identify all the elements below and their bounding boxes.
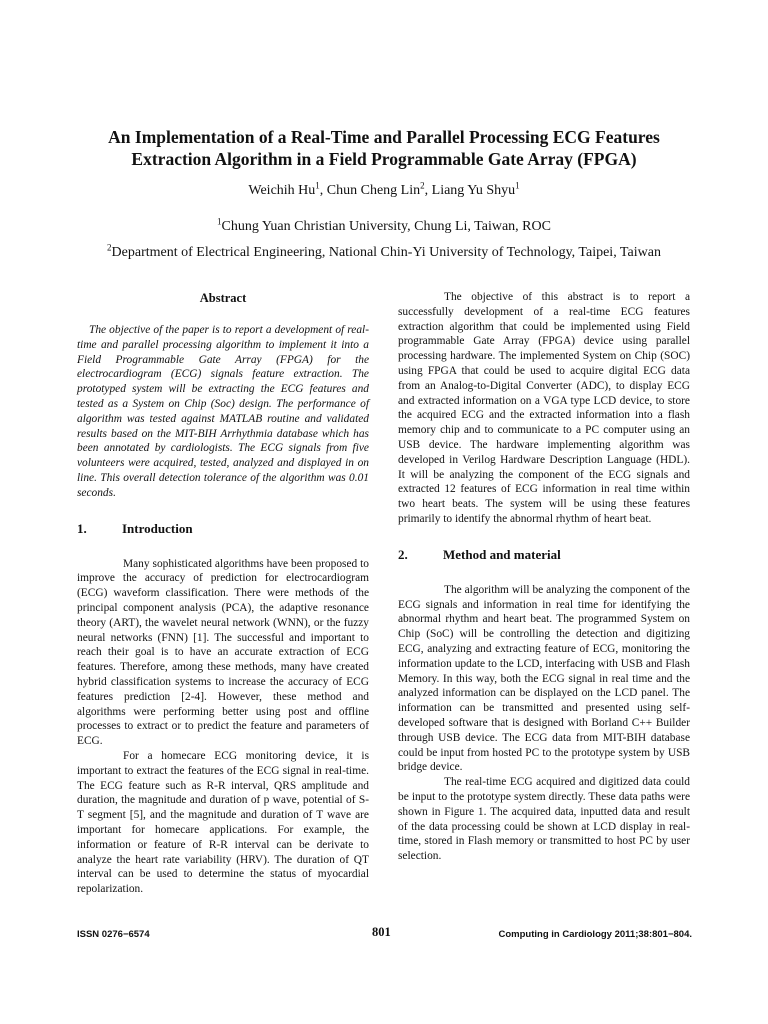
section-title: Introduction	[122, 520, 193, 536]
section-title: Method and material	[443, 546, 561, 562]
body-paragraph: The algorithm will be analyzing the component of the ECG signals and information in real time for identifying the abnormal rhythm and heart beat. The programmed System on Chip (SoC) will be controlling the detection and digitizing ECG, analyzing and extracting feature of ECG, monitoring the information update to the LCD, interfacing with USB and Flash Memory. In this way, both the ECG signal in real time and the analyzed information can be displayed on the LCD panel. The information can be transmitted and presented using self-developed software that is designed with Borland C++ Builder through USB device. The ECG data from MIT-BIH database could be input from hosted PC to the prototype system by USB bridge device.	[398, 583, 690, 774]
page-number: 801	[372, 925, 391, 939]
footer-issn: ISSN 0276−6574	[77, 929, 150, 940]
author-name: Liang Yu Shyu	[431, 183, 516, 198]
author-list: Weichih Hu$^1$, Chun Cheng Lin$^2$, Liang Yu Shyu$^1$	[248, 180, 520, 198]
section-number: 1.	[77, 520, 87, 536]
paper-title-line-1: An Implementation of a Real-Time and Parallel Processing ECG Features	[108, 127, 660, 147]
affiliation-1	[40, 218, 728, 236]
author-affiliation-mark: 1	[515, 180, 520, 191]
affiliation-mark: 1	[217, 216, 222, 227]
section-heading-introduction	[77, 521, 369, 537]
affiliation-text: Chung Yuan Christian University, Chung Li, Taiwan, ROC	[221, 219, 551, 234]
body-paragraph: For a homecare ECG monitoring device, it is important to extract the features of the ECG signal in real-time. The ECG feature such as R-R interval, QRS amplitude and duration, the magnitude and duration of p wave, potential of S-T segment [5], and the magnitude and duration of T wave are important for homecare applications. For example, the information or feature of R-R interval can be derivate to analyze the heart rate variability (HRV). The duration of QT interval can be used to determine the status of myocardial repolarization.	[77, 749, 369, 896]
paper-title	[40, 126, 728, 170]
body-paragraph: The objective of this abstract is to report a successfully development of a real-time ECG features extraction algorithm that could be implemented using Field programmable Gate Array (FPGA) device using parallel processing hardware. The implemented System on Chip (SOC) using FPGA that could be used to acquire digital ECG data from an Analog-to-Digital Converter (ADC), to display ECG and extracted information on a VGA type LCD device, to store the acquired ECG and the extracted information into a flash memory chip and to communicate to a PC computer using an USB device. The hardware implementing algorithm was developed in Verilog Hardware Description Language (HDL). It will be analyzing the component of the ECG signals and extracted 12 features of ECG information in real time within two heart beats. The system will be using these features primarily to identify the abnormal rhythm of heart beat.	[398, 291, 690, 525]
body-paragraph: Many sophisticated algorithms have been proposed to improve the accuracy of prediction for electrocardiogram (ECG) waveform classification. There were methods of the principal component analysis (PCA), the adaptive resonance theory (ART), the wavelet neural network (WNN), or the fuzzy neural networks (FNN) [1]. The successful and important to reach their goal is to have an accurate extraction of ECG features. Therefore, among these methods, many have created hybrid classification systems to increase the accuracy of ECG features prediction [2-4]. However, these method and algorithms were performing better using post and offline processes to extract or to predict the feature and parameters of ECG.	[77, 557, 369, 748]
affiliation-mark: 2	[107, 242, 112, 253]
author-name: Chun Cheng Lin	[326, 183, 421, 198]
author-name: Weichih Hu	[248, 183, 316, 198]
affiliation-2	[40, 244, 728, 262]
body-paragraph: The real-time ECG acquired and digitized data could be input to the prototype system directly. These data paths were shown in Figure 1. The acquired data, inputted data and result of the data processing could be shown at LCD display in real-time, stored in Flash memory or transmitted to host PC by user selection.	[398, 776, 690, 863]
left-column	[77, 290, 369, 897]
abstract-heading: Abstract	[199, 291, 247, 305]
paper-title-line-2: Extraction Algorithm in a Field Programmable Gate Array (FPGA)	[131, 149, 637, 169]
section-number: 2.	[398, 546, 408, 562]
abstract-body: The objective of the paper is to report a development of real-time and parallel processing algorithm to implement it into a Field Programmable Gate Array (FPGA) for the electrocardiogram (ECG) signals feature extraction. The prototyped system will be extracting the ECG features and tested as a System on Chip (Soc) design. The performance of algorithm was tested against MATLAB routine and validated results based on the MIT-BIH Arrhythmia database which has been annotated by cardiologists. The ECG signals from five volunteers were acquired, tested, analyzed and displayed in on line. This overall detection tolerance of the algorithm was 0.01 seconds.	[77, 324, 369, 499]
section-heading-method	[398, 547, 690, 563]
author-affiliation-mark: 2	[420, 180, 425, 191]
footer-citation: Computing in Cardiology 2011;38:801−804.	[498, 929, 692, 940]
right-column	[398, 290, 690, 864]
author-affiliation-mark: 1	[315, 180, 320, 191]
affiliation-text: Department of Electrical Engineering, National Chin-Yi University of Technology, Taipei, Taiwan	[111, 245, 661, 260]
